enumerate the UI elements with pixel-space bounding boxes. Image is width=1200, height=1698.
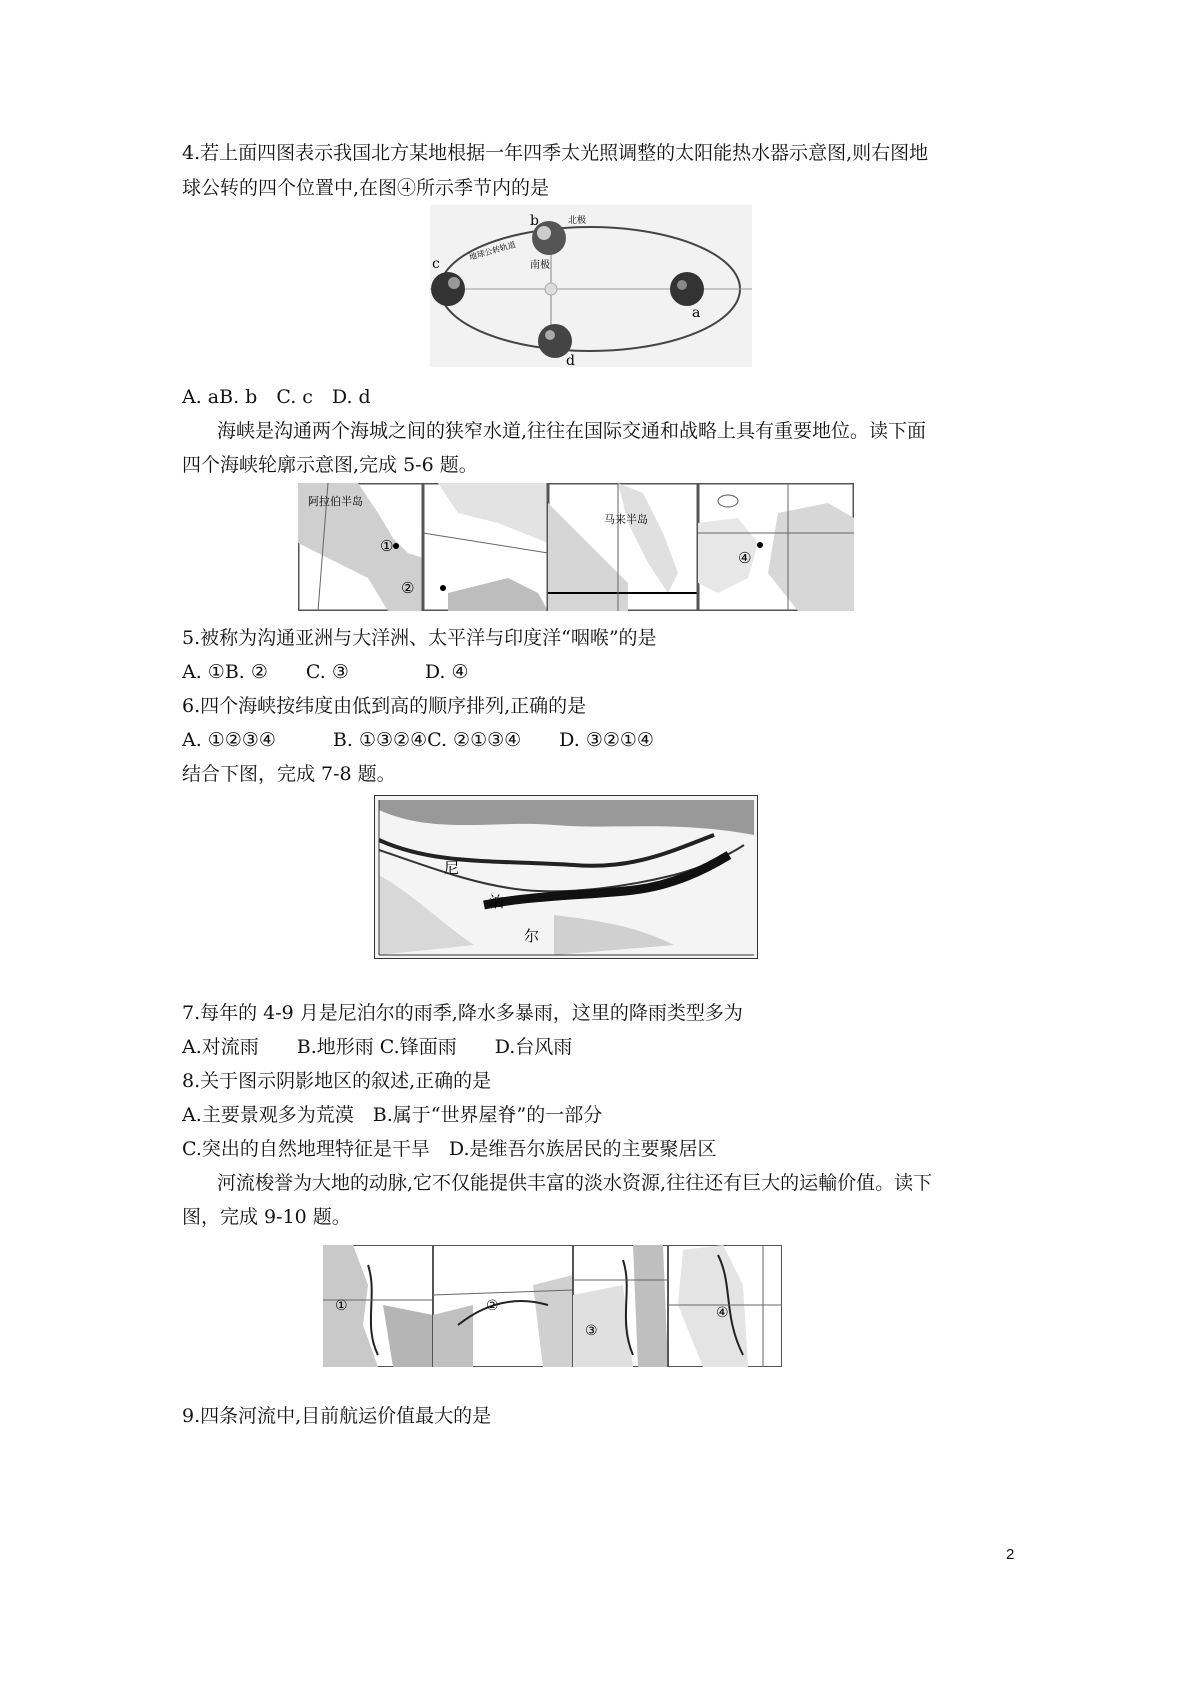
nepal-region-map <box>374 795 758 959</box>
label-strait-1: ① <box>380 537 394 555</box>
q7-stem: 7.每年的 4-9 月是尼泊尔的雨季,降水多暴雨，这里的降雨类型多为 <box>182 1002 743 1024</box>
earth-orbit-figure <box>430 205 752 367</box>
label-south-pole: 南极 <box>530 260 550 271</box>
q4-stem-line2: 球公转的四个位置中,在图④所示季节内的是 <box>182 177 550 199</box>
label-north-pole: 北极 <box>568 216 587 226</box>
label-ni: 尼 <box>444 859 460 877</box>
strait-intro-line2: 四个海峡轮廓示意图,完成 5-6 题。 <box>182 454 478 476</box>
river-intro-line2: 图，完成 9-10 题。 <box>182 1206 351 1228</box>
rivers-figure <box>323 1245 782 1367</box>
label-malay-peninsula: 马来半岛 <box>604 513 648 526</box>
label-river-4: ④ <box>716 1305 729 1321</box>
q4-stem-line1: 4.若上面四图表示我国北方某地根据一年四季太光照调整的太阳能热水器示意图,则右图地 <box>182 142 929 164</box>
label-arabian-peninsula: 阿拉伯半岛 <box>308 495 363 508</box>
strait-outline-figure <box>298 483 854 611</box>
label-b: b <box>530 213 539 229</box>
river-intro-line1: 河流梭誉为大地的动脉,它不仅能提供丰富的淡水资源,往往还有巨大的运輸价值。读下 <box>217 1172 933 1194</box>
q7-options: A.对流雨 B.地形雨 C.锋面雨 D.台风雨 <box>182 1036 573 1058</box>
label-c: c <box>432 256 440 272</box>
q8-options-line2: C.突出的自然地理特征是干旱 D.是维吾尔族居民的主要聚居区 <box>182 1138 717 1160</box>
q9-stem: 9.四条河流中,目前航运价值最大的是 <box>182 1405 492 1427</box>
label-d: d <box>566 353 575 367</box>
label-strait-4: ④ <box>738 549 752 567</box>
label-river-2: ② <box>486 1298 499 1314</box>
q5-options: A. ①B. ② C. ③ D. ④ <box>182 661 469 683</box>
label-orbit: 地球公转轨道 <box>468 240 517 262</box>
label-river-3: ③ <box>585 1323 598 1339</box>
q6-stem: 6.四个海峡按纬度由低到高的顺序排列,正确的是 <box>182 695 587 717</box>
label-river-1: ① <box>335 1298 348 1314</box>
q6-options: A. ①②③④ B. ①③②④C. ②①③④ D. ③②①④ <box>182 729 654 751</box>
page-number: 2 <box>1006 1546 1015 1563</box>
q8-stem: 8.关于图示阴影地区的叙述,正确的是 <box>182 1070 492 1092</box>
earth-position-a <box>670 272 704 306</box>
label-bo: 泊 <box>489 893 505 911</box>
label-a: a <box>692 305 701 321</box>
strait-intro-line1: 海峡是沟通两个海城之间的狭窄水道,往往在国际交通和战略上具有重要地位。读下面 <box>217 420 927 442</box>
q5-stem: 5.被称为沟通亚洲与大洋洲、太平洋与印度洋“咽喉”的是 <box>182 627 657 649</box>
earth-position-c <box>431 272 465 306</box>
label-strait-2: ② <box>401 579 415 597</box>
q4-options: A. aB. b C. c D. d <box>182 386 371 408</box>
label-er: 尔 <box>524 927 540 945</box>
q78-intro: 结合下图，完成 7-8 题。 <box>182 763 396 785</box>
q8-options-line1: A.主要景观多为荒漠 B.属于“世界屋脊”的一部分 <box>182 1104 603 1126</box>
